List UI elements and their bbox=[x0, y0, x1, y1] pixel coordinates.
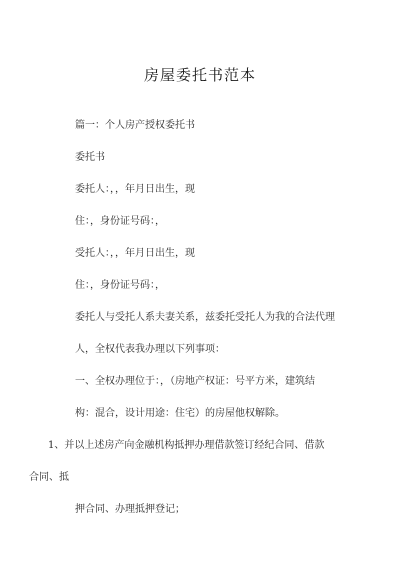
principal-line: 委托人：，，年月日出生，现 bbox=[75, 184, 195, 195]
item-one-line: 一、全权办理位于：，（房地产权证：号平方米，建筑结 bbox=[75, 376, 315, 387]
principal-address-line: 住：，身份证号码：， bbox=[75, 216, 165, 227]
doc-subtitle: 委托书 bbox=[75, 152, 105, 163]
document-title: 房屋委托书范本 bbox=[143, 66, 256, 84]
item-two-final-line: 押合同、办理抵押登记； bbox=[75, 504, 185, 515]
section-heading: 篇一：个人房产授权委托书 bbox=[75, 120, 195, 131]
agent-line: 受托人：，，年月日出生，现 bbox=[75, 248, 195, 259]
item-two-continuation: 合同、抵 bbox=[29, 472, 69, 483]
relationship-line: 委托人与受托人系夫妻关系，兹委托受托人为我的合法代理 bbox=[75, 312, 335, 323]
agent-address-line: 住：，身份证号码：， bbox=[75, 280, 165, 291]
item-one-continuation: 构：混合，设计用途：住宅）的房屋他权解除。 bbox=[75, 408, 285, 419]
authority-line: 人，全权代表我办理以下列事项： bbox=[75, 344, 225, 355]
item-two-line: 1、并以上述房产向金融机构抵押办理借款签订经纪合同、借款 bbox=[48, 440, 325, 451]
